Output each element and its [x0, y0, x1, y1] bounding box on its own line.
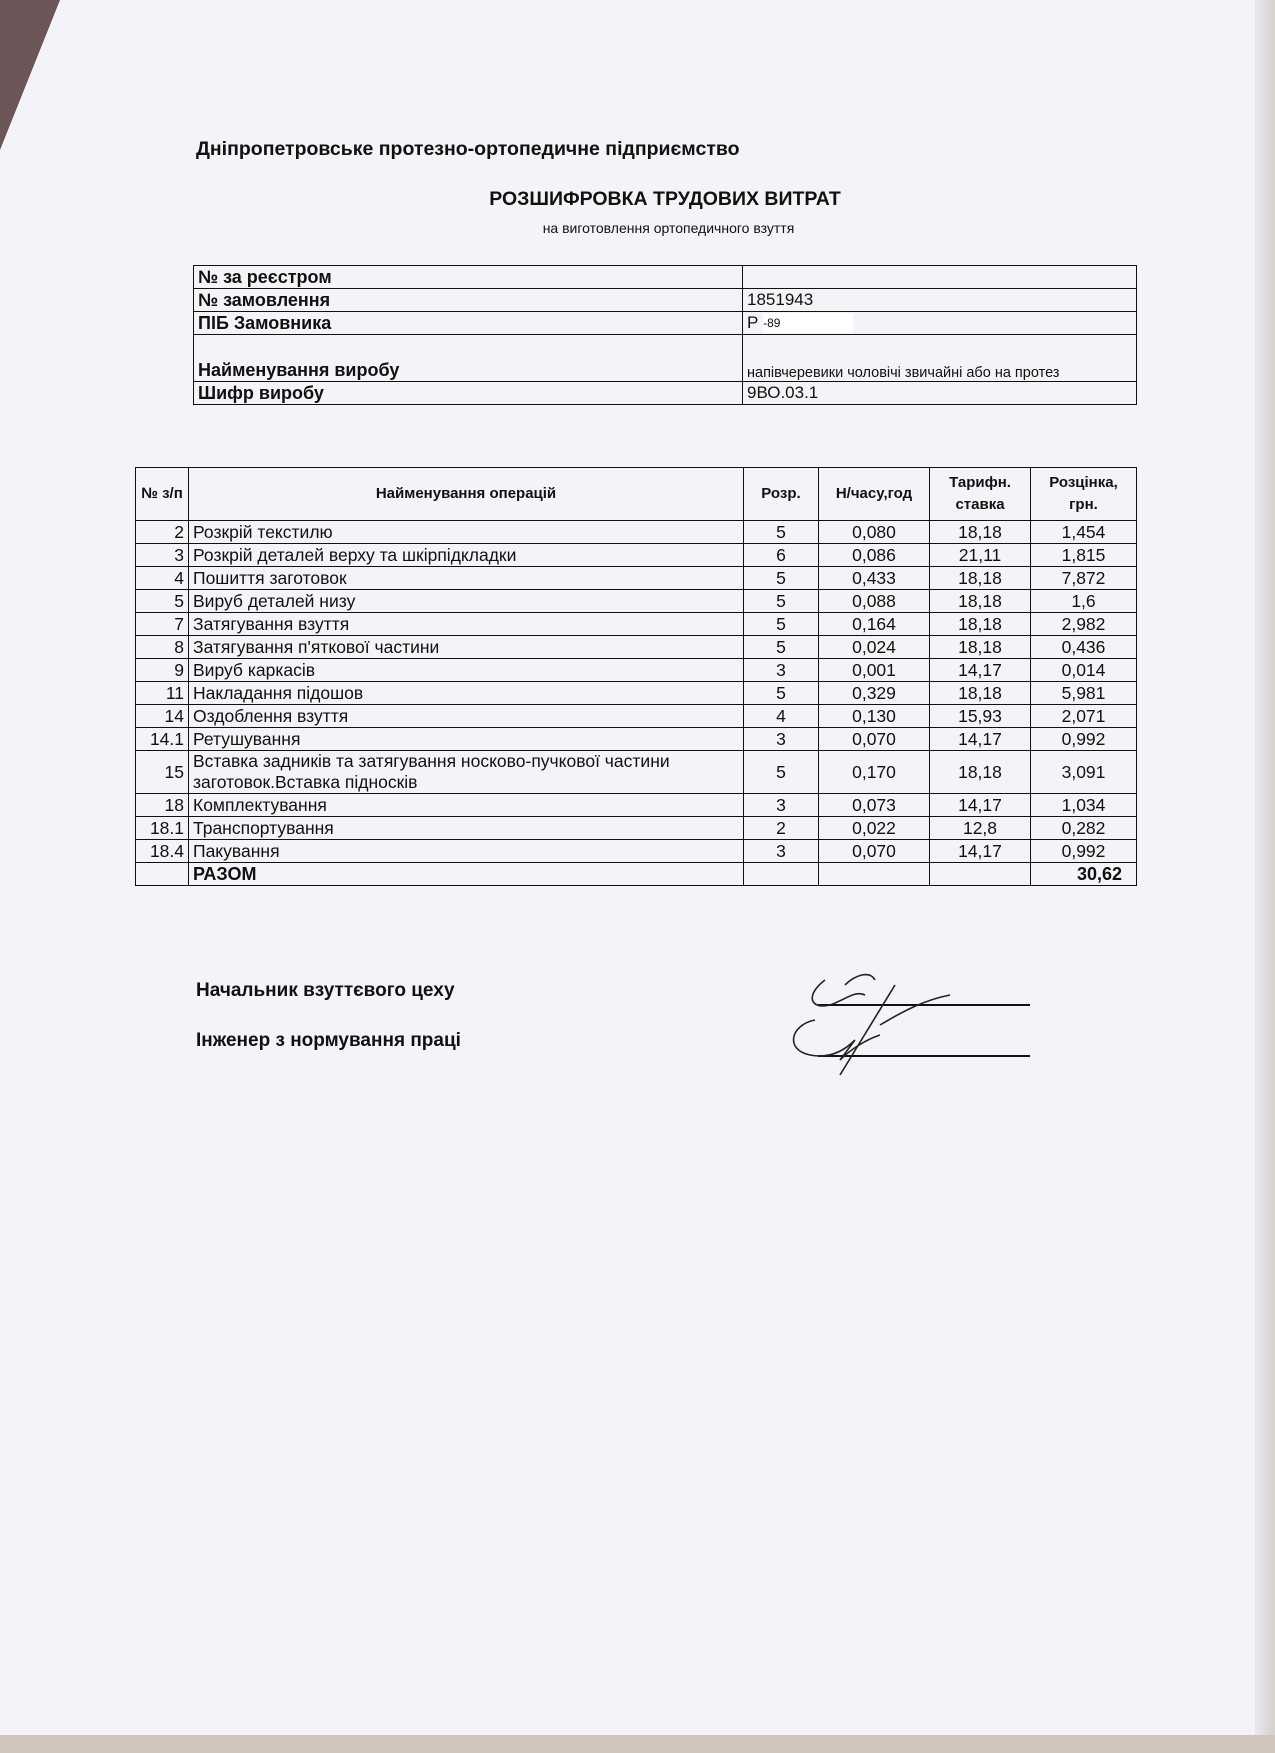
operation-row: [136, 728, 1137, 751]
customer-initial: Р: [747, 312, 759, 332]
op-rate: 18,18: [930, 613, 1031, 636]
op-price: 2,982: [1031, 613, 1137, 636]
op-grade: 5: [744, 590, 819, 613]
document-title: РОЗШИФРОВКА ТРУДОВИХ ВИТРАТ: [489, 188, 841, 210]
op-name: Розкрій деталей верху та шкірпідкладки: [189, 544, 744, 567]
operation-row: [136, 705, 1137, 728]
op-num: 18: [136, 794, 189, 817]
op-grade: 5: [744, 521, 819, 544]
op-price: 1,454: [1031, 521, 1137, 544]
col-rate-header: Тарифн. ставка: [930, 468, 1031, 521]
operation-row: [136, 840, 1137, 863]
op-grade: 3: [744, 840, 819, 863]
op-price: 3,091: [1031, 751, 1137, 794]
total-row: [136, 863, 1137, 886]
op-hours: 0,329: [819, 682, 930, 705]
col-num-header: № з/п: [136, 468, 189, 521]
op-name: Накладання підошов: [189, 682, 744, 705]
op-rate: 12,8: [930, 817, 1031, 840]
operation-row: [136, 567, 1137, 590]
op-grade: 5: [744, 636, 819, 659]
info-value-customer: [743, 312, 1137, 335]
op-num: 18.4: [136, 840, 189, 863]
operation-row: [136, 613, 1137, 636]
col-grade-header: Розр.: [744, 468, 819, 521]
op-name: Оздоблення взуття: [189, 705, 744, 728]
col-name-header: Найменування операцій: [189, 468, 744, 521]
op-price: 5,981: [1031, 682, 1137, 705]
op-name: Затягування п'яткової частини: [189, 636, 744, 659]
operation-row: [136, 794, 1137, 817]
op-rate: 18,18: [930, 682, 1031, 705]
op-rate: 14,17: [930, 728, 1031, 751]
op-num: 18.1: [136, 817, 189, 840]
total-label: РАЗОМ: [189, 863, 744, 886]
op-num: 4: [136, 567, 189, 590]
op-hours: 0,433: [819, 567, 930, 590]
info-label: Найменування виробу: [194, 335, 743, 382]
empty-cell: [930, 863, 1031, 886]
document-subtitle: на виготовлення ортопедичного взуття: [542, 220, 795, 236]
info-row: [194, 312, 1137, 335]
op-num: 2: [136, 521, 189, 544]
op-rate: 14,17: [930, 840, 1031, 863]
operation-row: [136, 659, 1137, 682]
op-grade: 2: [744, 817, 819, 840]
op-rate: 18,18: [930, 636, 1031, 659]
op-price: 1,034: [1031, 794, 1137, 817]
op-grade: 3: [744, 659, 819, 682]
op-num: 9: [136, 659, 189, 682]
op-hours: 0,070: [819, 728, 930, 751]
op-rate: 18,18: [930, 521, 1031, 544]
info-value: [743, 266, 1137, 289]
operation-row: [136, 682, 1137, 705]
info-row: [194, 335, 1137, 382]
op-grade: 5: [744, 682, 819, 705]
info-row: [194, 289, 1137, 312]
op-price: 0,282: [1031, 817, 1137, 840]
op-name: Пошиття заготовок: [189, 567, 744, 590]
info-label: Шифр виробу: [194, 382, 743, 405]
op-rate: 14,17: [930, 794, 1031, 817]
organization-name: Дніпропетровське протезно-ортопедичне підприємство: [196, 138, 740, 160]
info-row: [194, 266, 1137, 289]
op-hours: 0,088: [819, 590, 930, 613]
op-num: 3: [136, 544, 189, 567]
op-num: 8: [136, 636, 189, 659]
op-name: Пакування: [189, 840, 744, 863]
op-num: 5: [136, 590, 189, 613]
op-hours: 0,022: [819, 817, 930, 840]
op-price: 1,6: [1031, 590, 1137, 613]
info-label: № за реєстром: [194, 266, 743, 289]
operations-body: [136, 521, 1137, 886]
op-hours: 0,001: [819, 659, 930, 682]
op-grade: 5: [744, 751, 819, 794]
op-rate: 18,18: [930, 590, 1031, 613]
col-hours-header: Н/часу,год: [819, 468, 930, 521]
redacted-name: -89: [763, 313, 853, 333]
op-name: Розкрій текстилю: [189, 521, 744, 544]
op-hours: 0,130: [819, 705, 930, 728]
operation-row: [136, 636, 1137, 659]
op-price: 7,872: [1031, 567, 1137, 590]
operations-header-row: [136, 468, 1137, 521]
op-num: 14.1: [136, 728, 189, 751]
handwritten-signature: [785, 955, 985, 1095]
op-rate: 21,11: [930, 544, 1031, 567]
op-grade: 3: [744, 728, 819, 751]
info-row: [194, 382, 1137, 405]
op-num: 14: [136, 705, 189, 728]
op-num: 7: [136, 613, 189, 636]
total-value: 30,62: [1031, 863, 1137, 886]
op-hours: 0,080: [819, 521, 930, 544]
op-num: 11: [136, 682, 189, 705]
op-hours: 0,164: [819, 613, 930, 636]
operation-row: [136, 590, 1137, 613]
operation-row: [136, 751, 1137, 794]
col-price-header: Розцінка, грн.: [1031, 468, 1137, 521]
info-value: 9ВО.03.1: [743, 382, 1137, 405]
empty-cell: [136, 863, 189, 886]
info-label: № замовлення: [194, 289, 743, 312]
op-hours: 0,070: [819, 840, 930, 863]
op-name: Вируб каркасів: [189, 659, 744, 682]
empty-cell: [744, 863, 819, 886]
operations-table: [135, 467, 1137, 886]
order-info-table: [193, 265, 1137, 405]
op-price: 1,815: [1031, 544, 1137, 567]
chief-signature-label: Начальник взуттєвого цеху: [196, 980, 455, 1001]
op-grade: 6: [744, 544, 819, 567]
op-name: Транспортування: [189, 817, 744, 840]
operation-row: [136, 817, 1137, 840]
op-hours: 0,024: [819, 636, 930, 659]
op-rate: 14,17: [930, 659, 1031, 682]
folded-corner: [0, 0, 60, 150]
op-grade: 5: [744, 613, 819, 636]
engineer-signature-label: Інженер з нормування праці: [196, 1030, 461, 1051]
op-name: Комплектування: [189, 794, 744, 817]
op-rate: 15,93: [930, 705, 1031, 728]
op-grade: 5: [744, 567, 819, 590]
op-grade: 4: [744, 705, 819, 728]
info-value: 1851943: [743, 289, 1137, 312]
op-name: Ретушування: [189, 728, 744, 751]
scan-bottom-band: [0, 1735, 1275, 1753]
info-label: ПІБ Замовника: [194, 312, 743, 335]
op-grade: 3: [744, 794, 819, 817]
operation-row: [136, 544, 1137, 567]
op-name: Вставка задників та затягування носково-пучкової частини заготовок.Вставка підносків: [189, 751, 744, 794]
op-price: 0,436: [1031, 636, 1137, 659]
op-rate: 18,18: [930, 567, 1031, 590]
operation-row: [136, 521, 1137, 544]
op-price: 0,992: [1031, 728, 1137, 751]
op-num: 15: [136, 751, 189, 794]
op-rate: 18,18: [930, 751, 1031, 794]
op-hours: 0,086: [819, 544, 930, 567]
info-value: напівчеревики чоловічі звичайні або на протез: [743, 335, 1137, 382]
op-name: Вируб деталей низу: [189, 590, 744, 613]
op-hours: 0,073: [819, 794, 930, 817]
op-price: 0,014: [1031, 659, 1137, 682]
empty-cell: [819, 863, 930, 886]
op-price: 2,071: [1031, 705, 1137, 728]
op-price: 0,992: [1031, 840, 1137, 863]
page-edge: [1255, 0, 1275, 1753]
op-name: Затягування взуття: [189, 613, 744, 636]
op-hours: 0,170: [819, 751, 930, 794]
